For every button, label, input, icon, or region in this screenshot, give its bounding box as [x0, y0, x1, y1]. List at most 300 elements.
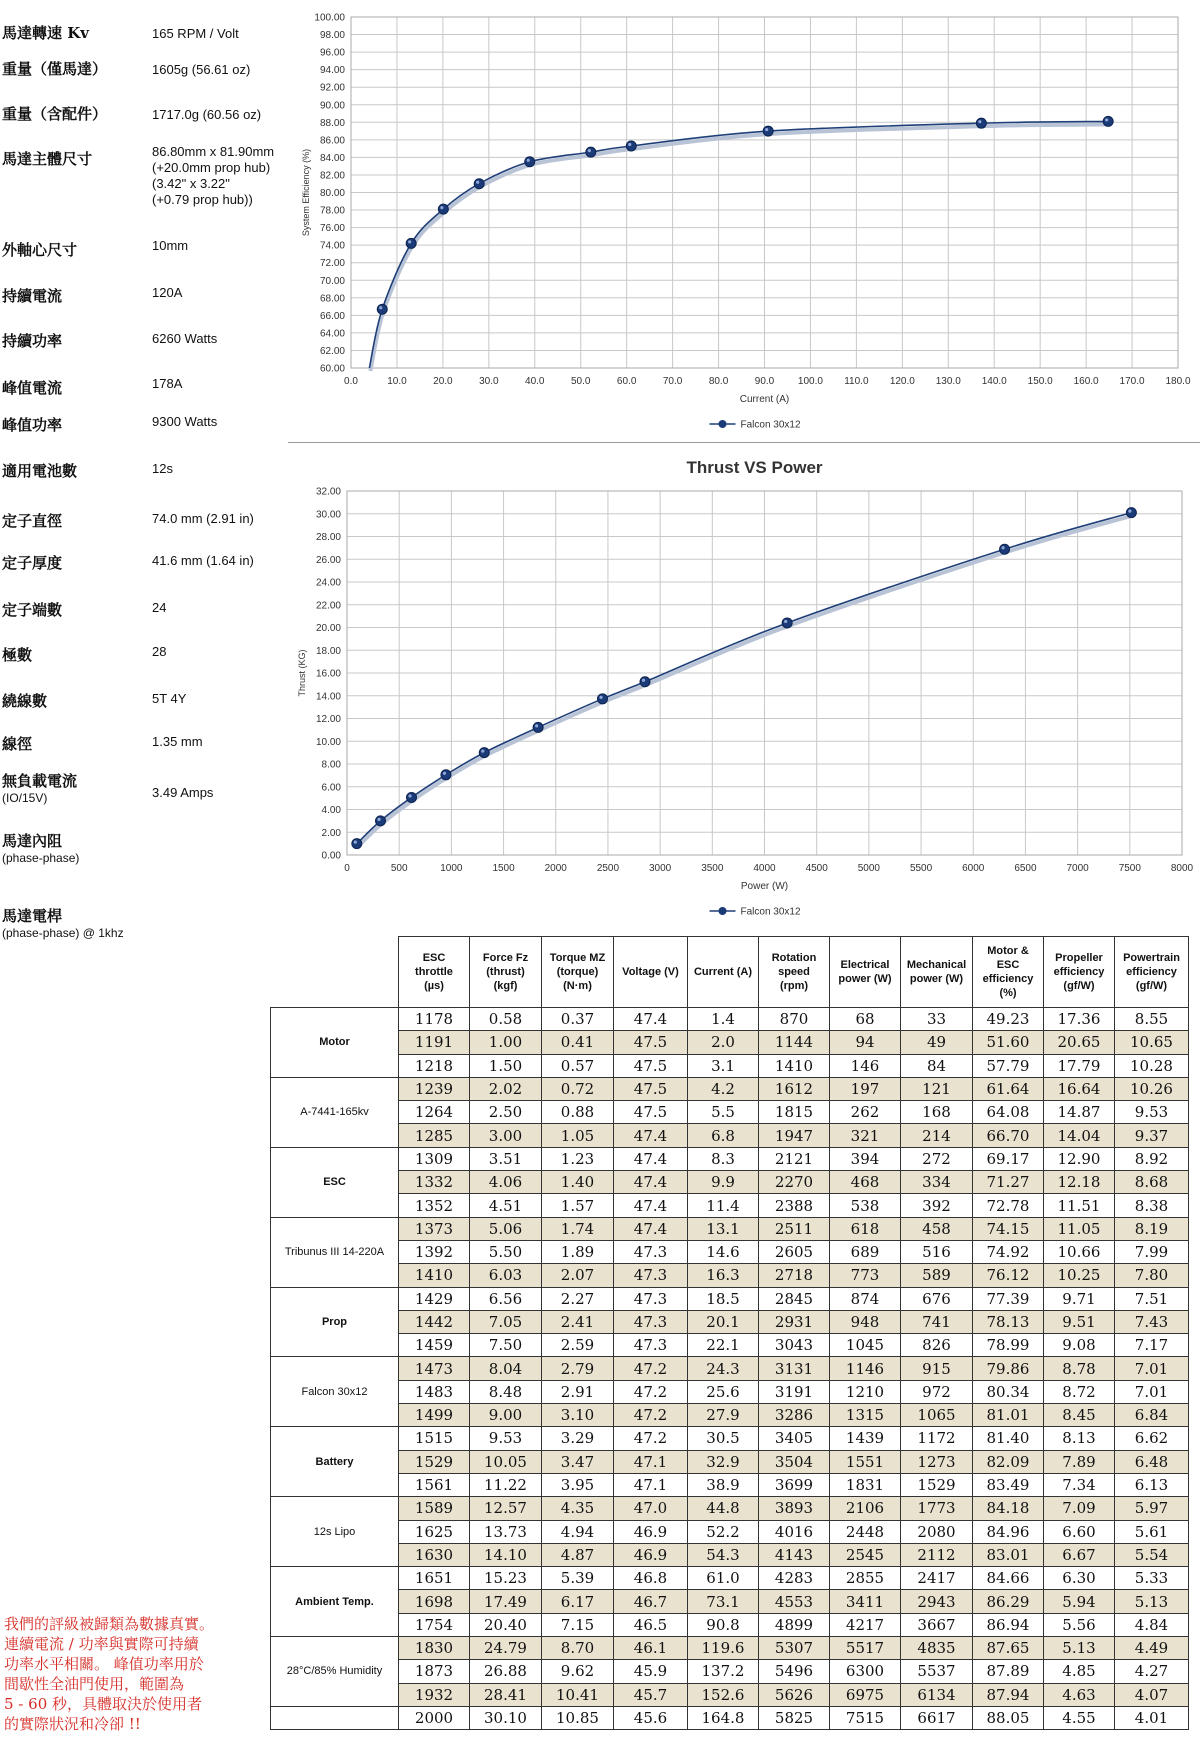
- y-axis-title: System Efficiency (%): [301, 148, 311, 237]
- table-cell: 1529: [399, 1450, 470, 1473]
- table-cell: 13.1: [688, 1217, 759, 1240]
- data-point-highlight: [377, 818, 380, 821]
- thrust-power-chart-svg: [288, 443, 1200, 933]
- table-cell: 1.00: [470, 1031, 542, 1054]
- table-cell: 4.07: [1115, 1683, 1189, 1706]
- table-cell: 874: [830, 1287, 901, 1310]
- spec-value: 24: [152, 600, 167, 615]
- table-cell: 47.4: [614, 1124, 688, 1147]
- table-cell: 4.35: [542, 1497, 614, 1520]
- y-tick-label: 8.00: [321, 759, 341, 771]
- table-cell: 2270: [759, 1171, 830, 1194]
- table-cell: 47.3: [614, 1334, 688, 1357]
- table-cell: 1210: [830, 1380, 901, 1403]
- y-tick-label: 64.00: [319, 328, 345, 340]
- spec-label-text: 馬達內阻: [2, 832, 63, 850]
- table-cell: 8.19: [1115, 1217, 1189, 1240]
- spec-value: 41.6 mm (1.64 in): [152, 553, 254, 568]
- data-point: [377, 304, 387, 314]
- table-cell: 4.27: [1115, 1660, 1189, 1683]
- table-cell: 6134: [901, 1683, 973, 1706]
- table-cell: 9.51: [1044, 1310, 1115, 1333]
- table-cell: 79.86: [973, 1357, 1044, 1380]
- table-cell: 870: [759, 1008, 830, 1031]
- table-cell: 47.5: [614, 1054, 688, 1077]
- y-tick-label: 92.00: [319, 82, 345, 94]
- table-cell: 3411: [830, 1590, 901, 1613]
- table-cell: 6.48: [1115, 1450, 1189, 1473]
- table-cell: 4.94: [542, 1520, 614, 1543]
- y-tick-label: 30.00: [315, 509, 341, 521]
- table-row: [271, 1497, 1189, 1520]
- spec-label: [2, 414, 62, 435]
- table-cell: 84.66: [973, 1567, 1044, 1590]
- data-point-highlight: [978, 120, 981, 123]
- data-point-highlight: [628, 143, 631, 146]
- data-point-highlight: [1105, 118, 1108, 121]
- spec-label: [2, 460, 77, 481]
- spec-value: 1605g (56.61 oz): [152, 62, 251, 77]
- table-cell: 972: [901, 1380, 973, 1403]
- component-group-label: A-7441-165kv: [271, 1077, 399, 1147]
- table-cell: 20.1: [688, 1310, 759, 1333]
- component-group-label: Ambient Temp.: [271, 1567, 399, 1637]
- table-cell: 3405: [759, 1427, 830, 1450]
- table-cell: 10.25: [1044, 1264, 1115, 1287]
- table-cell: 10.05: [470, 1450, 542, 1473]
- table-cell: 14.10: [470, 1543, 542, 1566]
- table-cell: 7.01: [1115, 1357, 1189, 1380]
- table-cell: 618: [830, 1217, 901, 1240]
- table-cell: 8.38: [1115, 1194, 1189, 1217]
- table-cell: 7.89: [1044, 1450, 1115, 1473]
- data-point: [626, 141, 636, 151]
- table-cell: 1612: [759, 1077, 830, 1100]
- table-cell: 2.0: [688, 1031, 759, 1054]
- table-cell: 17.36: [1044, 1008, 1115, 1031]
- table-row: [271, 1031, 1189, 1054]
- y-tick-label: 90.00: [319, 100, 345, 112]
- table-cell: 2.50: [470, 1101, 542, 1124]
- table-cell: 25.6: [688, 1380, 759, 1403]
- table-cell: 1815: [759, 1101, 830, 1124]
- spec-label-text: 繞線數: [2, 692, 48, 710]
- table-cell: 16.3: [688, 1264, 759, 1287]
- spec-value: 12s: [152, 461, 173, 476]
- table-cell: 84.18: [973, 1497, 1044, 1520]
- data-point: [441, 770, 451, 780]
- table-cell: 47.0: [614, 1497, 688, 1520]
- table-cell: 22.1: [688, 1334, 759, 1357]
- table-cell: 6.56: [470, 1287, 542, 1310]
- table-cell: 4016: [759, 1520, 830, 1543]
- table-cell: 12.90: [1044, 1147, 1115, 1170]
- table-cell: 14.6: [688, 1240, 759, 1263]
- x-tick-label: 7000: [1066, 863, 1089, 874]
- series-line: [357, 513, 1132, 844]
- data-point-highlight: [535, 724, 538, 727]
- table-cell: 589: [901, 1264, 973, 1287]
- table-cell: 88.05: [973, 1706, 1044, 1729]
- table-cell: 28.41: [470, 1683, 542, 1706]
- table-cell: 1218: [399, 1054, 470, 1077]
- table-cell: 47.5: [614, 1101, 688, 1124]
- table-cell: 2000: [399, 1706, 470, 1729]
- footnote-warning: 我們的評級被歸類為數據真實。 連續電流 / 功率與實際可持續 功率水平相關。 峰值功率用於 間歇性全油門使用，範圍為 5 - 60 秒，具體取決於使用者 的實際狀況和冷卻 !!: [4, 1615, 215, 1733]
- table-cell: 5537: [901, 1660, 973, 1683]
- table-cell: 47.4: [614, 1217, 688, 1240]
- table-cell: 47.1: [614, 1450, 688, 1473]
- table-row: [271, 1217, 1189, 1240]
- table-cell: 9.62: [542, 1660, 614, 1683]
- table-cell: 1172: [901, 1427, 973, 1450]
- efficiency-chart: [288, 0, 1200, 442]
- table-cell: 8.78: [1044, 1357, 1115, 1380]
- y-tick-label: 88.00: [319, 117, 345, 129]
- table-cell: 14.04: [1044, 1124, 1115, 1147]
- spec-label-text: 馬達電桿: [2, 907, 63, 925]
- table-row: [271, 1194, 1189, 1217]
- table-cell: 5.54: [1115, 1543, 1189, 1566]
- table-cell: 83.49: [973, 1473, 1044, 1496]
- table-cell: 4.51: [470, 1194, 542, 1217]
- y-tick-label: 74.00: [319, 240, 345, 252]
- chart-title: Thrust VS Power: [686, 458, 823, 477]
- legend-label: Falcon 30x12: [740, 906, 801, 918]
- table-cell: 24.79: [470, 1637, 542, 1660]
- spec-label: [2, 285, 62, 306]
- table-cell: 86.94: [973, 1613, 1044, 1636]
- x-tick-label: 60.0: [616, 376, 637, 387]
- table-cell: 13.73: [470, 1520, 542, 1543]
- table-cell: 3667: [901, 1613, 973, 1636]
- table-cell: 2112: [901, 1543, 973, 1566]
- table-row: [271, 1404, 1189, 1427]
- table-cell: 1410: [399, 1264, 470, 1287]
- table-row: [271, 1706, 1189, 1729]
- table-cell: 7.99: [1115, 1240, 1189, 1263]
- table-row: [271, 1427, 1189, 1450]
- table-cell: 46.8: [614, 1567, 688, 1590]
- table-cell: 4.49: [1115, 1637, 1189, 1660]
- table-cell: 17.79: [1044, 1054, 1115, 1077]
- table-cell: 1285: [399, 1124, 470, 1147]
- spec-label-sub: (IO/15V): [2, 791, 48, 805]
- table-cell: 1630: [399, 1543, 470, 1566]
- y-tick-label: 22.00: [315, 600, 341, 612]
- component-group-empty: [271, 1706, 399, 1729]
- table-cell: 6.03: [470, 1264, 542, 1287]
- x-tick-label: 80.0: [708, 376, 729, 387]
- table-row: [271, 1264, 1189, 1287]
- table-cell: 32.9: [688, 1450, 759, 1473]
- table-cell: 76.12: [973, 1264, 1044, 1287]
- x-tick-label: 5500: [909, 863, 933, 874]
- y-tick-label: 0.00: [321, 850, 341, 862]
- table-cell: 47.3: [614, 1240, 688, 1263]
- y-tick-label: 20.00: [315, 623, 341, 634]
- data-point-highlight: [476, 181, 479, 184]
- table-cell: 2845: [759, 1287, 830, 1310]
- y-tick-label: 70.00: [319, 275, 345, 287]
- spec-label-text: 定子直徑: [2, 512, 63, 530]
- table-cell: 47.3: [614, 1264, 688, 1287]
- table-cell: 4553: [759, 1590, 830, 1613]
- table-cell: 51.60: [973, 1031, 1044, 1054]
- data-point: [406, 238, 416, 248]
- data-point-highlight: [481, 750, 484, 753]
- table-header-cell: Rotation speed (rpm): [759, 937, 830, 1008]
- table-cell: 8.45: [1044, 1404, 1115, 1427]
- x-tick-label: 8000: [1170, 863, 1194, 874]
- data-point: [474, 179, 484, 189]
- table-cell: 33: [901, 1008, 973, 1031]
- table-cell: 1373: [399, 1217, 470, 1240]
- table-cell: 2.79: [542, 1357, 614, 1380]
- table-cell: 57.79: [973, 1054, 1044, 1077]
- table-cell: 5.06: [470, 1217, 542, 1240]
- table-cell: 10.41: [542, 1683, 614, 1706]
- table-cell: 1144: [759, 1031, 830, 1054]
- y-tick-label: 24.00: [315, 577, 341, 589]
- table-cell: 5.33: [1115, 1567, 1189, 1590]
- spec-label-text: 定子厚度: [2, 554, 63, 572]
- table-cell: 1561: [399, 1473, 470, 1496]
- x-tick-label: 7500: [1118, 863, 1141, 874]
- table-cell: 6975: [830, 1683, 901, 1706]
- component-group-label: Tribunus III 14-220A: [271, 1217, 399, 1287]
- table-cell: 9.37: [1115, 1124, 1189, 1147]
- table-cell: 2.27: [542, 1287, 614, 1310]
- table-cell: 7.17: [1115, 1334, 1189, 1357]
- table-cell: 468: [830, 1171, 901, 1194]
- table-cell: 11.05: [1044, 1217, 1115, 1240]
- test-data-table: [270, 936, 1189, 1730]
- table-cell: 137.2: [688, 1660, 759, 1683]
- x-tick-label: 1000: [440, 863, 463, 874]
- table-cell: 2.59: [542, 1334, 614, 1357]
- table-cell: 47.3: [614, 1310, 688, 1333]
- table-cell: 9.71: [1044, 1287, 1115, 1310]
- y-tick-label: 82.00: [319, 170, 345, 182]
- spec-value: 5T 4Y: [152, 691, 187, 706]
- y-tick-label: 2.00: [321, 827, 341, 839]
- component-group-label: ESC: [271, 1147, 399, 1217]
- table-cell: 1459: [399, 1334, 470, 1357]
- table-cell: 272: [901, 1147, 973, 1170]
- x-tick-label: 0: [344, 863, 350, 874]
- y-axis-title: Thrust (KG): [297, 649, 307, 697]
- table-cell: 1.50: [470, 1054, 542, 1077]
- data-point: [782, 618, 792, 628]
- y-tick-label: 6.00: [321, 782, 341, 794]
- table-cell: 0.58: [470, 1008, 542, 1031]
- table-row: [271, 1171, 1189, 1194]
- data-point-highlight: [1001, 546, 1004, 549]
- table-cell: 1442: [399, 1310, 470, 1333]
- spec-label-text: 峰值電流: [2, 379, 63, 397]
- spec-label-text: 重量（含配件）: [2, 105, 108, 123]
- spec-value: 165 RPM / Volt: [152, 26, 239, 41]
- table-cell: 1.05: [542, 1124, 614, 1147]
- table-row: [271, 1101, 1189, 1124]
- table-cell: 47.3: [614, 1287, 688, 1310]
- table-cell: 87.94: [973, 1683, 1044, 1706]
- table-cell: 47.2: [614, 1380, 688, 1403]
- table-cell: 119.6: [688, 1637, 759, 1660]
- table-cell: 16.64: [1044, 1077, 1115, 1100]
- table-cell: 4899: [759, 1613, 830, 1636]
- table-cell: 9.53: [470, 1427, 542, 1450]
- data-point-highlight: [588, 149, 591, 152]
- x-tick-label: 50.0: [570, 376, 591, 387]
- table-cell: 394: [830, 1147, 901, 1170]
- table-cell: 948: [830, 1310, 901, 1333]
- table-cell: 46.9: [614, 1520, 688, 1543]
- table-cell: 9.08: [1044, 1334, 1115, 1357]
- table-cell: 5626: [759, 1683, 830, 1706]
- data-point-highlight: [527, 159, 530, 162]
- spec-label: [2, 552, 62, 573]
- table-cell: 1651: [399, 1567, 470, 1590]
- table-cell: 1045: [830, 1334, 901, 1357]
- table-cell: 5.56: [1044, 1613, 1115, 1636]
- spec-label: [2, 510, 62, 531]
- data-point-highlight: [440, 206, 443, 209]
- table-header-cell: Propeller efficiency (gf/W): [1044, 937, 1115, 1008]
- x-tick-label: 170.0: [1119, 376, 1145, 387]
- table-cell: 516: [901, 1240, 973, 1263]
- table-cell: 2417: [901, 1567, 973, 1590]
- spec-label-text: 馬達轉速 Kv: [2, 24, 89, 42]
- spec-value: 3.49 Amps: [152, 785, 214, 800]
- spec-label-text: 重量（僅馬達）: [2, 60, 108, 78]
- table-cell: 4.63: [1044, 1683, 1115, 1706]
- table-cell: 47.2: [614, 1357, 688, 1380]
- spec-label: [2, 148, 92, 169]
- table-row: [271, 1334, 1189, 1357]
- table-header-cell: Mechanical power (W): [901, 937, 973, 1008]
- spec-label: [2, 733, 32, 754]
- table-cell: 197: [830, 1077, 901, 1100]
- table-cell: 1932: [399, 1683, 470, 1706]
- table-cell: 826: [901, 1334, 973, 1357]
- table-cell: 1589: [399, 1497, 470, 1520]
- table-cell: 1.40: [542, 1171, 614, 1194]
- table-cell: 1.4: [688, 1008, 759, 1031]
- spec-label-text: 馬達主體尺寸: [2, 150, 93, 168]
- spec-label: [2, 644, 32, 665]
- spec-value: 10mm: [152, 238, 189, 253]
- table-cell: 538: [830, 1194, 901, 1217]
- data-point: [438, 204, 448, 214]
- table-cell: 334: [901, 1171, 973, 1194]
- x-tick-label: 10.0: [387, 376, 407, 387]
- x-tick-label: 40.0: [525, 376, 545, 387]
- data-point: [1000, 544, 1010, 554]
- table-cell: 4.84: [1115, 1613, 1189, 1636]
- table-cell: 1473: [399, 1357, 470, 1380]
- table-cell: 7.15: [542, 1613, 614, 1636]
- table-row: [271, 1240, 1189, 1263]
- table-cell: 6.13: [1115, 1473, 1189, 1496]
- y-tick-label: 72.00: [319, 258, 345, 270]
- table-cell: 2511: [759, 1217, 830, 1240]
- spec-label: [2, 599, 62, 620]
- spec-label-text: 持續功率: [2, 332, 63, 350]
- table-cell: 3893: [759, 1497, 830, 1520]
- table-cell: 2121: [759, 1147, 830, 1170]
- spec-label-text: 無負載電流: [2, 772, 78, 790]
- table-cell: 10.28: [1115, 1054, 1189, 1077]
- data-point-highlight: [784, 620, 787, 623]
- table-row: [271, 1077, 1189, 1100]
- table-cell: 46.5: [614, 1613, 688, 1636]
- x-tick-label: 160.0: [1073, 376, 1099, 387]
- x-tick-label: 4500: [805, 863, 828, 874]
- table-cell: 0.41: [542, 1031, 614, 1054]
- spec-label: [2, 239, 77, 260]
- table-cell: 1483: [399, 1380, 470, 1403]
- table-cell: 1191: [399, 1031, 470, 1054]
- table-cell: 69.17: [973, 1147, 1044, 1170]
- spec-label-text: 外軸心尺寸: [2, 241, 78, 259]
- data-point: [586, 147, 596, 157]
- y-tick-label: 62.00: [319, 345, 345, 357]
- table-cell: 1831: [830, 1473, 901, 1496]
- table-cell: 47.5: [614, 1031, 688, 1054]
- table-cell: 1146: [830, 1357, 901, 1380]
- table-cell: 1529: [901, 1473, 973, 1496]
- x-tick-label: 180.0: [1165, 376, 1191, 387]
- data-point: [640, 677, 650, 687]
- spec-label-sub: (phase-phase): [2, 851, 80, 865]
- table-cell: 47.2: [614, 1427, 688, 1450]
- y-tick-label: 80.00: [319, 188, 345, 199]
- table-cell: 87.65: [973, 1637, 1044, 1660]
- table-cell: 6.67: [1044, 1543, 1115, 1566]
- table-cell: 15.23: [470, 1567, 542, 1590]
- y-tick-label: 18.00: [315, 645, 341, 657]
- table-cell: 2855: [830, 1567, 901, 1590]
- table-row: [271, 1520, 1189, 1543]
- table-row: [271, 1567, 1189, 1590]
- table-cell: 4.85: [1044, 1660, 1115, 1683]
- table-cell: 1429: [399, 1287, 470, 1310]
- table-cell: 1625: [399, 1520, 470, 1543]
- table-cell: 5825: [759, 1706, 830, 1729]
- x-axis-title: Power (W): [740, 881, 789, 892]
- spec-label: [2, 690, 47, 711]
- table-cell: 3699: [759, 1473, 830, 1496]
- table-cell: 1873: [399, 1660, 470, 1683]
- spec-label-sub: (phase-phase) @ 1khz: [2, 926, 124, 940]
- table-cell: 7.05: [470, 1310, 542, 1333]
- table-cell: 49: [901, 1031, 973, 1054]
- x-tick-label: 2500: [596, 863, 620, 874]
- component-group-label: Battery: [271, 1427, 399, 1497]
- table-cell: 2.91: [542, 1380, 614, 1403]
- table-cell: 74.92: [973, 1240, 1044, 1263]
- table-cell: 4.06: [470, 1171, 542, 1194]
- table-cell: 61.0: [688, 1567, 759, 1590]
- x-tick-label: 3500: [701, 863, 724, 874]
- spec-label: [2, 103, 107, 124]
- table-cell: 2388: [759, 1194, 830, 1217]
- table-cell: 1392: [399, 1240, 470, 1263]
- table-cell: 1773: [901, 1497, 973, 1520]
- x-tick-label: 6500: [1014, 863, 1037, 874]
